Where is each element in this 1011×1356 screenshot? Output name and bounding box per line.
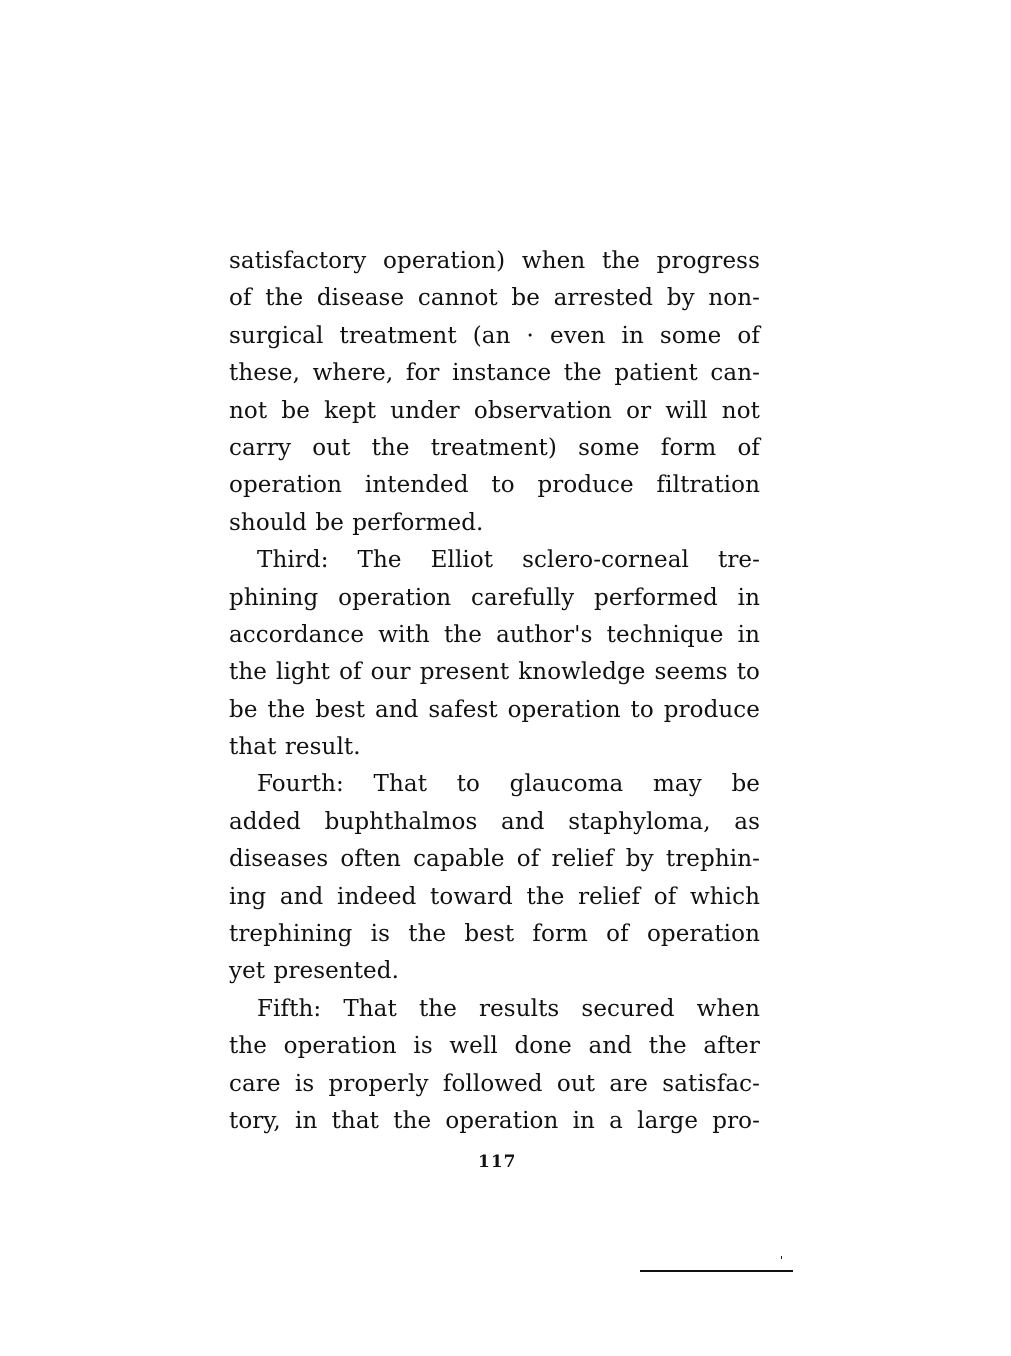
scan-speck <box>781 1256 782 1259</box>
text-line: carry out the treatment) some form of <box>229 434 760 461</box>
text-line: not be kept under observation or will not <box>229 397 760 424</box>
text-line: be the best and safest operation to produce <box>229 696 760 723</box>
page-body-text <box>229 243 760 1140</box>
footer-rule <box>640 1270 793 1272</box>
text-line: that result. <box>229 734 361 761</box>
text-line: accordance with the author's technique in <box>229 621 760 648</box>
text-line: these, where, for instance the patient can- <box>229 360 760 387</box>
text-line: diseases often capable of relief by trephin- <box>229 846 760 873</box>
text-line: of the disease cannot be arrested by non- <box>229 285 760 312</box>
text-line: phining operation carefully performed in <box>229 584 760 611</box>
text-line: the light of our present knowledge seems to <box>229 659 760 686</box>
text-line: tory, in that the operation in a large pro- <box>229 1107 760 1134</box>
paragraph-start-line: Third: The Elliot sclero-corneal tre- <box>257 547 760 574</box>
text-line: trephining is the best form of operation <box>229 921 760 948</box>
text-line: should be performed. <box>229 509 484 536</box>
text-line: added buphthalmos and staphyloma, as <box>229 808 760 835</box>
text-line: yet presented. <box>229 958 400 985</box>
paragraph-start-line: Fifth: That the results secured when <box>257 995 760 1022</box>
text-line: satisfactory operation) when the progress <box>229 248 760 274</box>
text-line: surgical treatment (an · even in some of <box>229 322 760 349</box>
text-line: operation intended to produce filtration <box>229 472 760 499</box>
text-line: care is properly followed out are satisfac- <box>229 1070 760 1097</box>
text-line: the operation is well done and the after <box>229 1033 760 1060</box>
page-number: 117 <box>478 1152 517 1172</box>
text-line: ing and indeed toward the relief of which <box>229 883 760 910</box>
paragraph-start-line: Fourth: That to glaucoma may be <box>257 771 760 798</box>
